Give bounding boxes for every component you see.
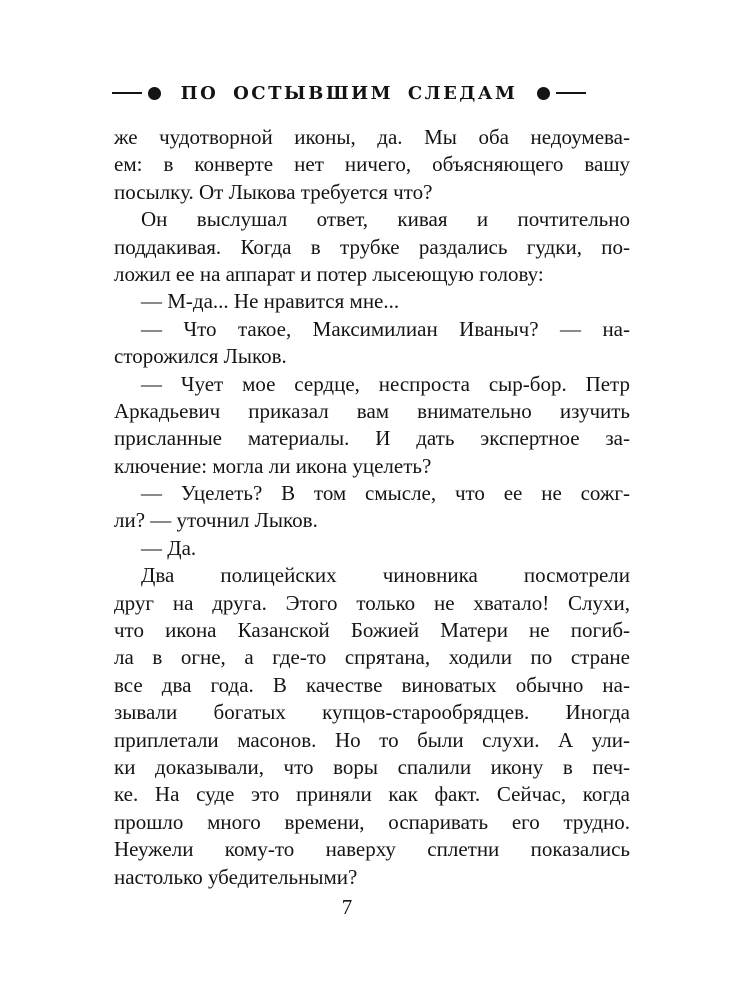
body-text (114, 124, 630, 891)
text-line: же чудотворной иконы, да. Мы оба недоумева- (114, 125, 630, 149)
text-line: поддакивая. Когда в трубке раздались гудки, по- (114, 234, 630, 259)
text-line: ке. На суде это приняли как факт. Сейчас, когда (114, 782, 630, 807)
text-line: Он выслушал ответ, кивая и почтительно (141, 207, 630, 232)
text-line: — М-да... Не нравится мне... (141, 289, 400, 314)
header-bullet-right-icon (537, 87, 550, 100)
text-line: прошло много времени, оспаривать его трудно. (114, 809, 630, 834)
paragraph (114, 288, 630, 315)
header-bullet-left-icon (148, 87, 161, 100)
text-line: что икона Казанской Божией Матери не погиб- (114, 618, 630, 643)
running-header (115, 80, 583, 106)
page-number: 7 (341, 895, 353, 919)
text-line: ложил ее на аппарат и потер лысеющую голову: (114, 261, 544, 286)
page-footer (0, 895, 694, 920)
text-line: — Да. (141, 535, 197, 560)
paragraph (114, 562, 630, 891)
text-line: ли? — уточнил Лыков. (114, 508, 318, 533)
text-line: Неужели кому-то наверху сплетни показались (114, 837, 630, 862)
paragraph (114, 371, 630, 481)
running-title: ПО ОСТЫВШИМ СЛЕДАМ (180, 82, 518, 104)
text-line: настолько убедительными? (114, 864, 358, 889)
text-line: Два полицейских чиновника посмотрели (141, 563, 630, 588)
paragraph (114, 480, 630, 535)
text-line: посылку. От Лыкова требуется что? (114, 179, 433, 204)
text-line: все два года. В качестве виноватых обычно на- (114, 672, 630, 697)
text-line: ем: в конверте нет ничего, объясняющего вашу (114, 152, 630, 177)
text-line: сторожился Лыков. (114, 344, 287, 369)
paragraph (114, 535, 630, 562)
text-line: присланные материалы. И дать экспертное за- (114, 426, 630, 451)
paragraph (114, 316, 630, 371)
text-line: ла в огне, а где-то спрятана, ходили по стране (114, 645, 630, 670)
header-rule-right (556, 92, 586, 94)
text-line: — Уцелеть? В том смысле, что ее не сожг- (141, 481, 630, 506)
text-line: — Чует мое сердце, неспроста сыр-бор. Петр (141, 371, 630, 396)
text-line: ки доказывали, что воры спалили икону в печ- (114, 754, 630, 779)
text-line: приплетали масонов. Но то были слухи. А ули- (114, 727, 630, 752)
paragraph (114, 124, 630, 206)
text-line: — Что такое, Максимилиан Иваныч? — на- (141, 316, 630, 341)
header-rule-left (112, 92, 142, 94)
text-line: ключение: могла ли икона уцелеть? (114, 453, 432, 478)
text-line: друг на друга. Этого только не хватало! Слухи, (114, 590, 630, 615)
paragraph (114, 206, 630, 288)
text-line: Аркадьевич приказал вам внимательно изучить (114, 398, 630, 423)
text-line: зывали богатых купцов-старообрядцев. Иногда (114, 700, 630, 725)
